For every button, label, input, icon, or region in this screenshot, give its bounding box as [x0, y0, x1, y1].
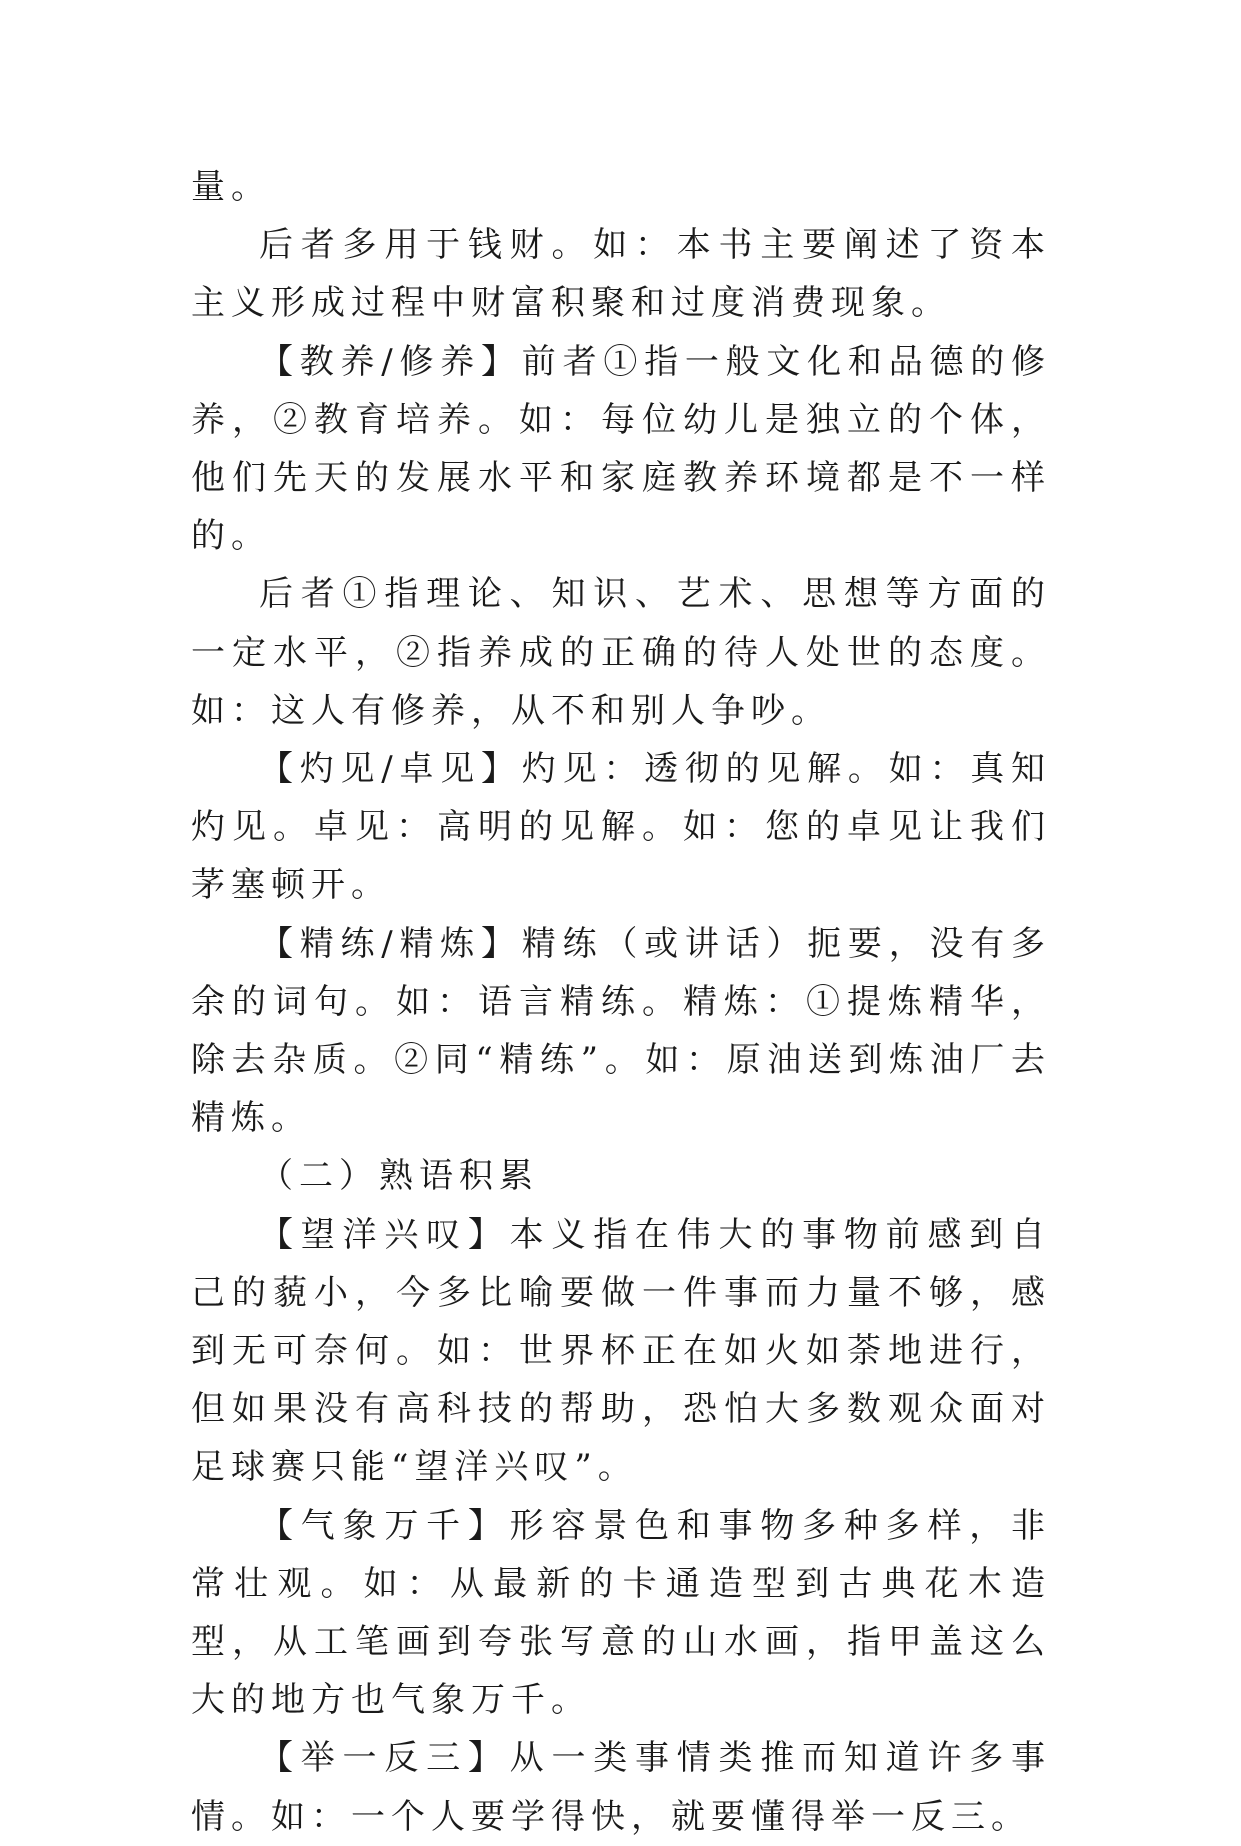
paragraph-juyi-fansan: 【举一反三】从一类事情类推而知道许多事情。如：一个人要学得快，就要懂得举一反三。 [191, 1738, 1051, 1837]
paragraph-continuation: 量。 [191, 167, 271, 207]
section-heading-idioms: （二）熟语积累 [259, 1156, 539, 1197]
paragraph-latter-wealth: 后者多用于钱财。如：本书主要阐述了资本主义形成过程中财富积聚和过度消费现象。 [191, 225, 1051, 324]
document-body [191, 158, 1051, 1846]
paragraph-jinglian: 【精练/精炼】精练（或讲话）扼要，没有多余的词句。如：语言精练。精炼：①提炼精华，除去杂质。②同“精练”。如：原油送到炼油厂去精炼。 [191, 923, 1051, 1139]
paragraph-zhuojian: 【灼见/卓见】灼见：透彻的见解。如：真知灼见。卓见：高明的见解。如：您的卓见让我们茅塞顿开。 [191, 749, 1051, 906]
paragraph-jiaoyang-xiuyang: 【教养/修养】前者①指一般文化和品德的修养，②教育培养。如：每位幼儿是独立的个体，他们先天的发展水平和家庭教养环境都是不一样的。 [191, 341, 1051, 557]
paragraph-wangyang-xingtan: 【望洋兴叹】本义指在伟大的事物前感到自己的藐小，今多比喻要做一件事而力量不够，感到无可奈何。如：世界杯正在如火如荼地进行，但如果没有高科技的帮助，恐怕大多数观众面对足球赛只能“望洋兴叹”。 [191, 1214, 1051, 1488]
paragraph-latter-xiuyang: 后者①指理论、知识、艺术、思想等方面的一定水平，②指养成的正确的待人处世的态度。如：这人有修养，从不和别人争吵。 [191, 574, 1051, 731]
paragraph-qixiang-wanqian: 【气象万千】形容景色和事物多种多样，非常壮观。如：从最新的卡通造型到古典花木造型，从工笔画到夸张写意的山水画，指甲盖这么大的地方也气象万千。 [191, 1505, 1051, 1721]
